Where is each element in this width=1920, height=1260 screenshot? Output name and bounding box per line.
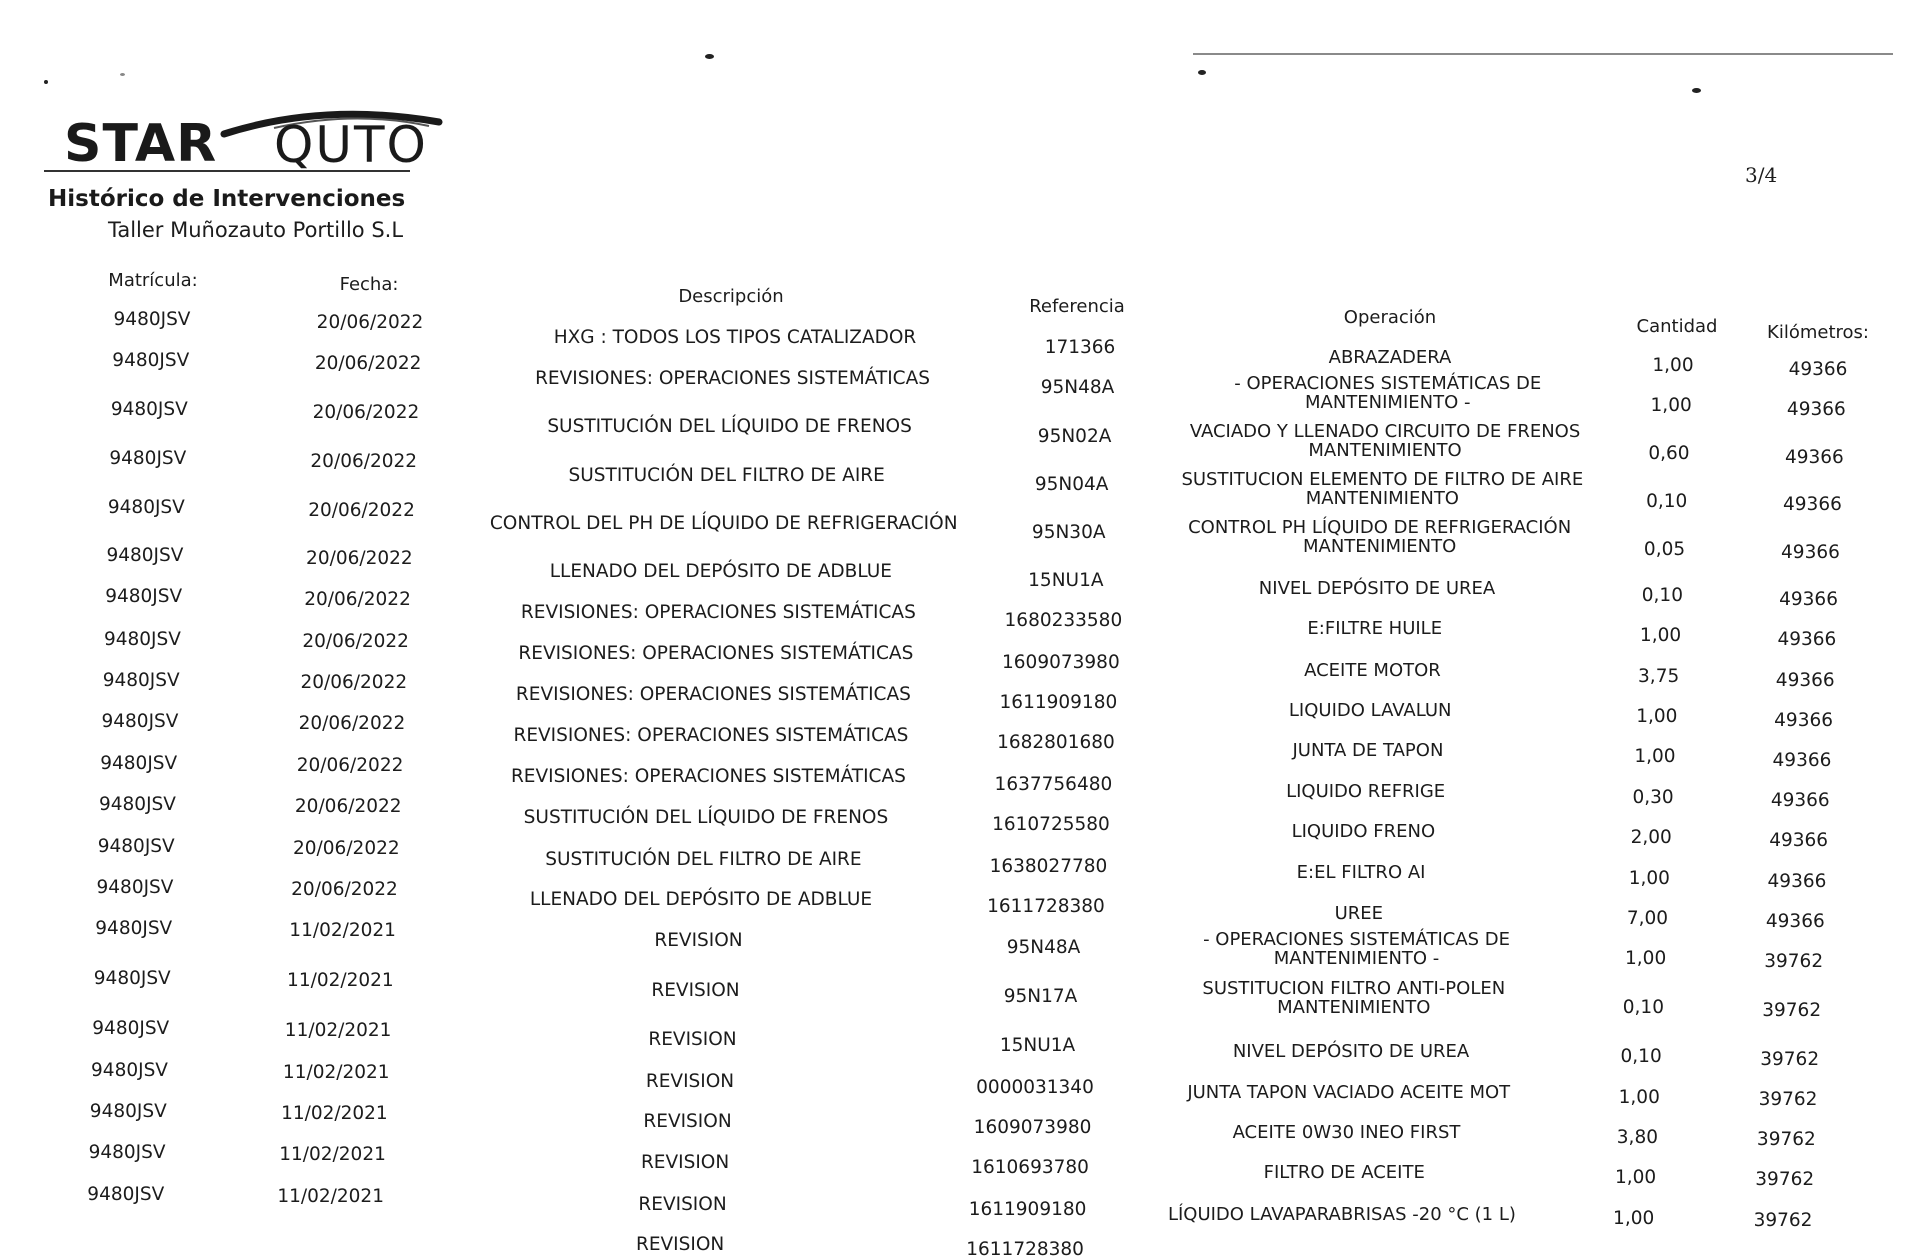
cell-referencia: 95N48A <box>1006 936 1081 958</box>
cell-fecha: 20/06/2022 <box>294 796 402 817</box>
cell-operacion: ACEITE MOTOR <box>1304 659 1441 681</box>
workshop-name: Taller Muñozauto Portillo S.L <box>108 218 404 242</box>
cell-fecha: 20/06/2022 <box>316 312 424 333</box>
cell-fecha: 11/02/2021 <box>284 1020 392 1041</box>
cell-km: 49366 <box>1781 542 1840 564</box>
cell-descripcion: REVISION <box>635 1234 725 1256</box>
cell-cantidad: 0,10 <box>1646 490 1688 512</box>
cell-operacion: - OPERACIONES SISTEMÁTICAS DE MANTENIMIENTO - <box>1234 373 1542 414</box>
cell-matricula: 9480JSV <box>96 876 174 898</box>
cell-km: 49366 <box>1772 749 1832 771</box>
cell-referencia: 1611909180 <box>999 692 1118 713</box>
cell-referencia: 95N02A <box>1037 425 1112 447</box>
cell-descripcion: REVISIONES: OPERACIONES SISTEMÁTICAS <box>515 684 911 705</box>
cell-operacion: UREE <box>1334 902 1384 924</box>
logo-text-auto: QUTO <box>274 116 428 174</box>
cell-descripcion: REVISIONES: OPERACIONES SISTEMÁTICAS <box>518 643 914 665</box>
cell-matricula: 9480JSV <box>99 793 176 815</box>
header-matricula: Matrícula: <box>108 270 198 291</box>
header-cantidad: Cantidad <box>1636 316 1718 337</box>
cell-km: 49366 <box>1767 871 1827 893</box>
cell-km: 49366 <box>1770 790 1830 812</box>
cell-cantidad: 2,00 <box>1630 827 1672 849</box>
cell-referencia: 15NU1A <box>1028 569 1104 591</box>
cell-matricula: 9480JSV <box>102 669 180 691</box>
cell-operacion: ABRAZADERA <box>1328 347 1452 368</box>
cell-km: 49366 <box>1765 911 1825 933</box>
cell-referencia: 1611909180 <box>968 1198 1087 1220</box>
cell-matricula: 9480JSV <box>95 918 173 939</box>
cell-operacion: FILTRO DE ACEITE <box>1263 1162 1425 1184</box>
cell-referencia: 95N30A <box>1031 522 1106 544</box>
cell-matricula: 9480JSV <box>105 586 183 608</box>
cell-fecha: 20/06/2022 <box>291 879 398 900</box>
scan-speck <box>44 80 48 84</box>
cell-cantidad: 1,00 <box>1652 355 1694 376</box>
cell-matricula: 9480JSV <box>87 1184 165 1206</box>
cell-cantidad: 0,30 <box>1632 787 1674 809</box>
cell-fecha: 20/06/2022 <box>314 353 422 374</box>
cell-cantidad: 3,75 <box>1638 666 1680 688</box>
header-descripcion: Descripción <box>678 286 784 307</box>
cell-operacion: JUNTA DE TAPON <box>1292 739 1444 761</box>
cell-operacion: NIVEL DEPÓSITO DE UREA <box>1232 1040 1470 1062</box>
cell-descripcion: SUSTITUCIÓN DEL LÍQUIDO DE FRENOS <box>523 806 889 828</box>
cell-operacion: - OPERACIONES SISTEMÁTICAS DE MANTENIMIENTO - <box>1203 928 1511 969</box>
cell-km: 39762 <box>1756 1129 1816 1151</box>
cell-operacion: E:EL FILTRO AI <box>1296 862 1426 884</box>
cell-matricula: 9480JSV <box>91 1060 168 1082</box>
logo-text-star: STAR <box>64 114 218 174</box>
cell-fecha: 11/02/2021 <box>289 920 396 941</box>
cell-km: 49366 <box>1786 398 1846 420</box>
scan-speck <box>705 54 714 59</box>
cell-referencia: 1637756480 <box>994 773 1113 795</box>
cell-matricula: 9480JSV <box>110 399 188 421</box>
logo-underline <box>44 170 410 172</box>
cell-fecha: 20/06/2022 <box>296 755 404 776</box>
cell-cantidad: 1,00 <box>1613 1208 1655 1230</box>
cell-cantidad: 3,80 <box>1616 1127 1658 1149</box>
cell-km: 49366 <box>1779 588 1838 610</box>
cell-km: 49366 <box>1774 709 1834 731</box>
cell-operacion: CONTROL PH LÍQUIDO DE REFRIGERACIÓN MANTENIMIENTO <box>1188 517 1572 558</box>
cell-km: 39762 <box>1755 1169 1815 1191</box>
cell-referencia: 1638027780 <box>989 855 1108 877</box>
cell-fecha: 11/02/2021 <box>279 1144 386 1165</box>
cell-operacion: LIQUIDO LAVALUN <box>1288 699 1452 721</box>
cell-matricula: 9480JSV <box>100 752 178 774</box>
cell-cantidad: 0,10 <box>1620 1046 1662 1068</box>
cell-referencia: 1611728380 <box>987 896 1105 918</box>
cell-cantidad: 0,05 <box>1643 538 1686 560</box>
cell-km: 49366 <box>1777 628 1837 650</box>
cell-descripcion: REVISION <box>643 1111 732 1133</box>
cell-descripcion: SUSTITUCIÓN DEL LÍQUIDO DE FRENOS <box>547 416 912 438</box>
cell-cantidad: 1,00 <box>1636 706 1678 728</box>
cell-descripcion: REVISIONES: OPERACIONES SISTEMÁTICAS <box>513 724 909 746</box>
cell-operacion: VACIADO Y LLENADO CIRCUITO DE FRENOS MANTENIMIENTO <box>1189 421 1581 462</box>
cell-cantidad: 1,00 <box>1625 948 1667 970</box>
document-title: Histórico de Intervenciones <box>48 186 406 212</box>
cell-km: 49366 <box>1775 669 1835 691</box>
cell-operacion: LIQUIDO FRENO <box>1291 821 1436 843</box>
cell-operacion: SUSTITUCION FILTRO ANTI-POLEN MANTENIMIENTO <box>1202 977 1506 1018</box>
cell-operacion: JUNTA TAPON VACIADO ACEITE MOT <box>1187 1082 1511 1103</box>
cell-descripcion: LLENADO DEL DEPÓSITO DE ADBLUE <box>549 561 892 583</box>
scan-speck <box>1198 70 1206 75</box>
scan-speck <box>120 73 125 76</box>
cell-fecha: 20/06/2022 <box>306 548 413 569</box>
cell-referencia: 1609073980 <box>1002 651 1120 673</box>
cell-km: 39762 <box>1762 999 1822 1021</box>
cell-matricula: 9480JSV <box>103 628 181 650</box>
cell-cantidad: 1,00 <box>1618 1087 1660 1109</box>
cell-descripcion: CONTROL DEL PH DE LÍQUIDO DE REFRIGERACIÓN <box>489 513 958 535</box>
cell-operacion: E:FILTRE HUILE <box>1307 618 1443 640</box>
cell-fecha: 20/06/2022 <box>304 589 411 610</box>
scan-speck <box>1692 88 1701 93</box>
cell-referencia: 1610693780 <box>971 1157 1089 1179</box>
cell-descripcion: LLENADO DEL DEPÓSITO DE ADBLUE <box>529 889 873 911</box>
cell-cantidad: 7,00 <box>1626 908 1669 930</box>
cell-matricula: 9480JSV <box>93 968 171 990</box>
cell-descripcion: REVISION <box>640 1152 730 1174</box>
cell-km: 49366 <box>1784 446 1844 468</box>
cell-descripcion: REVISIONES: OPERACIONES SISTEMÁTICAS <box>520 601 916 623</box>
cell-descripcion: REVISION <box>651 979 740 1001</box>
scan-top-line <box>1193 53 1893 55</box>
cell-fecha: 20/06/2022 <box>300 672 408 693</box>
cell-fecha: 20/06/2022 <box>312 402 420 423</box>
cell-fecha: 20/06/2022 <box>310 451 418 472</box>
cell-matricula: 9480JSV <box>89 1101 167 1123</box>
cell-fecha: 20/06/2022 <box>308 500 415 521</box>
cell-matricula: 9480JSV <box>101 710 179 732</box>
cell-operacion: LÍQUIDO LAVAPARABRISAS -20 °C (1 L) <box>1167 1203 1516 1225</box>
cell-matricula: 9480JSV <box>113 309 191 330</box>
cell-matricula: 9480JSV <box>107 497 185 519</box>
cell-operacion: ACEITE 0W30 INEO FIRST <box>1232 1122 1461 1144</box>
header-operacion: Operación <box>1343 307 1437 328</box>
cell-operacion: LIQUIDO REFRIGE <box>1286 781 1446 803</box>
cell-matricula: 9480JSV <box>88 1142 166 1164</box>
cell-fecha: 20/06/2022 <box>298 713 406 734</box>
cell-descripcion: HXG : TODOS LOS TIPOS CATALIZADOR <box>553 327 917 348</box>
company-logo <box>64 100 428 180</box>
cell-km: 49366 <box>1769 830 1829 852</box>
cell-fecha: 11/02/2021 <box>282 1062 390 1083</box>
cell-km: 39762 <box>1753 1210 1813 1232</box>
cell-cantidad: 1,00 <box>1628 868 1670 890</box>
cell-fecha: 20/06/2022 <box>302 631 409 652</box>
cell-cantidad: 1,00 <box>1639 625 1682 647</box>
cell-cantidad: 1,00 <box>1650 395 1692 417</box>
cell-descripcion: SUSTITUCIÓN DEL FILTRO DE AIRE <box>568 464 885 486</box>
cell-matricula: 9480JSV <box>109 448 187 470</box>
cell-matricula: 9480JSV <box>97 835 175 857</box>
cell-referencia: 1611728380 <box>966 1239 1084 1260</box>
cell-matricula: 9480JSV <box>112 350 190 372</box>
cell-fecha: 20/06/2022 <box>293 838 400 859</box>
header-fecha: Fecha: <box>339 274 399 295</box>
cell-cantidad: 1,00 <box>1634 746 1676 768</box>
cell-km: 39762 <box>1764 951 1824 973</box>
cell-cantidad: 0,10 <box>1622 997 1664 1019</box>
cell-referencia: 1682801680 <box>997 732 1115 754</box>
cell-referencia: 1680233580 <box>1004 610 1123 632</box>
cell-cantidad: 0,10 <box>1641 585 1683 607</box>
cell-km: 39762 <box>1758 1089 1818 1111</box>
cell-descripcion: SUSTITUCIÓN DEL FILTRO DE AIRE <box>545 848 862 870</box>
cell-referencia: 95N04A <box>1034 474 1109 496</box>
cell-referencia: 171366 <box>1044 337 1116 358</box>
cell-descripcion: REVISION <box>654 929 743 951</box>
header-referencia: Referencia <box>1029 296 1125 317</box>
cell-descripcion: REVISIONES: OPERACIONES SISTEMÁTICAS <box>510 766 906 788</box>
cell-operacion: SUSTITUCION ELEMENTO DE FILTRO DE AIRE MANTENIMIENTO <box>1181 469 1584 510</box>
cell-descripcion: REVISION <box>648 1029 737 1051</box>
cell-km: 49366 <box>1788 359 1848 380</box>
cell-km: 49366 <box>1783 494 1842 516</box>
cell-fecha: 11/02/2021 <box>287 970 394 991</box>
cell-fecha: 11/02/2021 <box>281 1103 388 1124</box>
cell-referencia: 1610725580 <box>992 814 1110 836</box>
cell-descripcion: REVISIONES: OPERACIONES SISTEMÁTICAS <box>535 367 930 389</box>
cell-referencia: 95N17A <box>1003 985 1078 1007</box>
cell-operacion: NIVEL DEPÓSITO DE UREA <box>1258 578 1496 600</box>
page-number: 3/4 <box>1745 163 1778 187</box>
cell-matricula: 9480JSV <box>92 1018 170 1040</box>
cell-descripcion: REVISION <box>645 1070 735 1092</box>
cell-descripcion: REVISION <box>638 1193 727 1215</box>
header-kilometros: Kilómetros: <box>1767 322 1869 343</box>
cell-cantidad: 1,00 <box>1614 1167 1657 1189</box>
cell-referencia: 1609073980 <box>973 1117 1092 1138</box>
cell-km: 39762 <box>1760 1048 1820 1070</box>
cell-fecha: 11/02/2021 <box>277 1186 384 1207</box>
cell-cantidad: 0,60 <box>1648 442 1690 464</box>
cell-referencia: 15NU1A <box>999 1035 1076 1057</box>
cell-referencia: 0000031340 <box>976 1076 1094 1098</box>
cell-matricula: 9480JSV <box>106 545 184 567</box>
cell-referencia: 95N48A <box>1040 377 1115 399</box>
